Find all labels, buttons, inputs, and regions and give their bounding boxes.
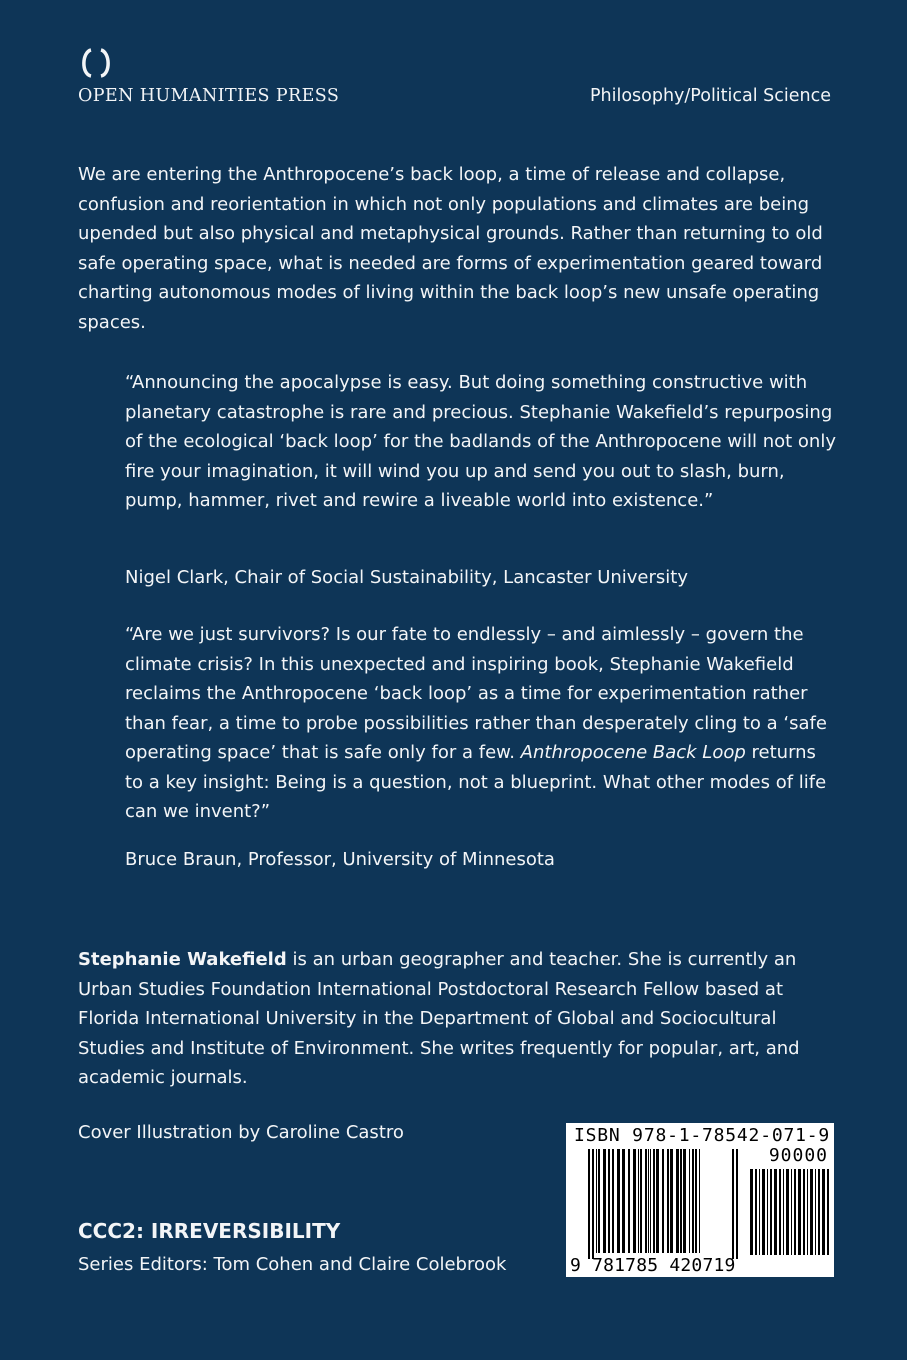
barcode-bar <box>592 1149 594 1259</box>
barcode-bar <box>783 1169 784 1255</box>
barcode-bar <box>759 1169 760 1255</box>
barcode-bar <box>683 1149 686 1253</box>
barcode-bar <box>779 1169 781 1255</box>
barcode-bar <box>588 1149 590 1259</box>
barcode-bar <box>662 1149 664 1253</box>
barcode-bar <box>695 1149 697 1253</box>
barcode-bar <box>612 1149 614 1253</box>
endorsement-attribution-1: Nigel Clark, Chair of Social Sustainability, Lancaster University <box>125 567 688 588</box>
publisher-name: OPEN HUMANITIES PRESS <box>78 86 340 106</box>
barcode-bar <box>827 1169 829 1255</box>
barcode-bar <box>736 1149 738 1259</box>
ean-number: 9 781785 420719 <box>570 1255 736 1276</box>
barcode-bar <box>762 1169 765 1255</box>
price-code: 90000 <box>768 1145 828 1166</box>
subject-category: Philosophy/Political Science <box>589 86 831 106</box>
barcode-bar <box>815 1169 816 1255</box>
author-name: Stephanie Wakefield <box>78 949 287 970</box>
barcode-bar <box>803 1169 805 1255</box>
barcode-bar <box>650 1149 651 1253</box>
barcode-bar <box>692 1149 694 1253</box>
barcode-bar <box>608 1149 610 1253</box>
barcode-bar <box>791 1169 792 1255</box>
barcode-bar <box>755 1169 757 1255</box>
isbn-number: ISBN 978-1-78542-071-9 <box>574 1125 831 1146</box>
barcode-bar <box>676 1149 679 1253</box>
barcode-bar <box>794 1169 796 1255</box>
barcode-bar <box>770 1169 772 1255</box>
quote-2-text-start: “Are we just survivors? Is our fate to endlessly – and aimlessly – govern the climate crisis? In this unexpected and inspiring book, Stephanie Wakefield reclaims the Anthropocene ‘back loop’ as a time for experimentation rather than fear, a time to probe possibilities rather than desperately cling to a ‘safe operating space’ that is safe only for a few. <box>125 624 827 763</box>
barcode-bar <box>628 1149 630 1253</box>
barcode-bar <box>596 1149 597 1253</box>
barcode-bar <box>699 1149 700 1253</box>
barcode-bar <box>617 1149 620 1253</box>
barcode-bar <box>603 1149 606 1253</box>
barcode-bar <box>680 1149 682 1253</box>
barcode-bar <box>645 1149 647 1253</box>
series-editors: Series Editors: Tom Cohen and Claire Colebrook <box>78 1254 507 1275</box>
endorsement-quote-2 <box>125 620 837 827</box>
barcode-bar <box>732 1149 734 1259</box>
author-bio-text: is an urban geographer and teacher. She is currently an Urban Studies Foundation International Postdoctoral Research Fellow based at Florida International University in the Department of Global and Sociocultural Studies and Institute of Environment. She writes frequently for popular, art, and academic journals. <box>78 949 800 1088</box>
barcode-bar <box>667 1149 669 1253</box>
barcode-bar <box>653 1149 655 1253</box>
publisher-logo <box>78 48 114 78</box>
barcode-bar <box>807 1169 808 1255</box>
author-bio <box>78 945 838 1093</box>
barcode-bar <box>798 1169 801 1255</box>
barcode-bar <box>633 1149 636 1253</box>
isbn-barcode <box>566 1123 834 1277</box>
series-title: CCC2: IRREVERSIBILITY <box>78 1219 341 1243</box>
barcode-bar <box>670 1149 673 1253</box>
book-title-italic: Anthropocene Back Loop <box>520 742 746 763</box>
barcode-bar <box>640 1149 642 1253</box>
barcode-bar <box>638 1149 639 1253</box>
barcode-bar <box>822 1169 825 1255</box>
endorsement-quote-1: “Announcing the apocalypse is easy. But doing something constructive with planetary catastrophe is rare and precious. Stephanie Wakefield’s repurposing of the ecological ‘back loop’ for the badlands of the Anthropocene will not only fire your imagination, it will wind you up and send you out to slash, burn, pump, hammer, rivet and rewire a liveable world into existence.” <box>125 372 836 511</box>
barcode-bar <box>786 1169 789 1255</box>
endorsement-attribution-2: Bruce Braun, Professor, University of Minnesota <box>125 849 555 870</box>
barcode-bar <box>750 1169 753 1255</box>
barcode-bar <box>689 1149 690 1253</box>
barcode-bar <box>774 1169 777 1255</box>
barcode-bar <box>767 1169 768 1255</box>
barcode-bar <box>598 1149 600 1253</box>
barcode-bar <box>818 1169 820 1255</box>
barcode-bar <box>622 1149 625 1253</box>
cover-credit: Cover Illustration by Caroline Castro <box>78 1122 404 1143</box>
barcode-bar <box>648 1149 649 1253</box>
quote-2-text-end: returns to a key insight: Being is a question, not a blueprint. What other modes of life can we invent?” <box>125 742 827 822</box>
barcode-bar <box>810 1169 813 1255</box>
barcode-bar <box>656 1149 659 1253</box>
book-blurb: We are entering the Anthropocene’s back loop, a time of release and collapse, confusion and reorientation in which not only populations and climates are being upended but also physical and metaphysical grounds. Rather than returning to old safe operating space, what is needed are forms of experimentation geared toward charting autonomous modes of living within the back loop’s new unsafe operating spaces. <box>78 164 823 333</box>
